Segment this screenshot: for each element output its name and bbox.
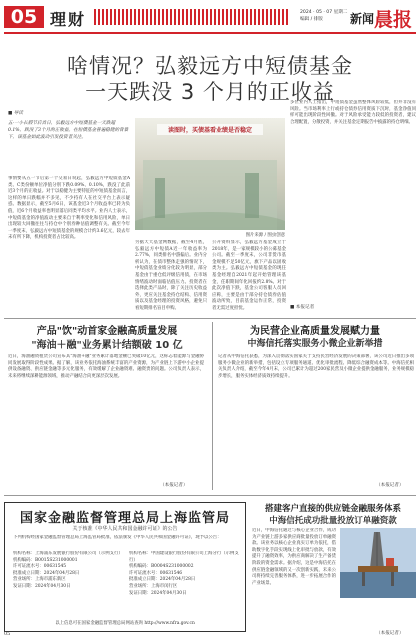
lead-text: 五·一小长假节后首日，弘毅远方中短债基金一天跌超0.1%，跌没了3个月的正收益。在短债基金普遍稳健的背景下，该基金如此波动引发投资者关注。	[8, 121, 129, 140]
header-decoration	[94, 9, 290, 25]
page-number: 05	[4, 631, 11, 637]
article3-title-line2: 中海信托落实服务小微企业新举措	[247, 339, 383, 349]
article3-author: （本报记者）	[376, 483, 404, 488]
main-article-col4: 多位业内人士指出，中短债基金虽然整体风险较低，但并非没有风险。当市场利率上行或持仓债券信用资质下沉时，基金净值同样可能出现阶段性回撤。对于风险承受能力较低的投资者，建议合理配置，分散投资，并关注基金定期报告中披露的持仓明细。	[290, 100, 416, 125]
column-divider	[212, 322, 213, 490]
article4-author: （本报记者）	[376, 631, 404, 636]
main-article-author: ■ 本报记者	[290, 305, 315, 310]
section-name: 理财	[50, 10, 87, 29]
header-rule	[4, 32, 416, 34]
notice-intro: 下列机构经国家金融监督管理总局上海监管局批准，依法颁发《中华人民共和国金融许可证》，现予以公告：	[13, 535, 222, 540]
photo-banner: 读图时，买债基看业绩是否稳定	[157, 124, 263, 135]
page-header	[0, 0, 420, 32]
notice-left-col: 机构名称：上海浦东发展银行股份有限公司（示例支行） 机构编码：B0015S231000001 许可证流水号：00631545 批准成立日期：2024年04月28日 营业场所：上海市浦东新区 发证日期：2024年04月30日	[13, 551, 123, 589]
lead-label: ■ 导读	[8, 111, 23, 116]
section-number: 05	[4, 6, 44, 28]
oil-platform-illustration	[340, 528, 416, 598]
article3-title-line1: 为民营企业高质量发展赋力量	[250, 326, 380, 337]
main-article-col3: 公开资料显示，弘毅远方基金成立于2018年，是一家规模较小的公募基金公司。截至一季度末，公司非货币基金规模不足50亿元，旗下产品以固收类为主。弘毅远方中短债基金的现任基金经理自2021年起开始管理该基金，任职期间年化回报约2.8%。对于此次净值下跌，基金公司客服人员回应称，主要是由于部分持仓债券估值波动所致，目前基金运作正常，投资者无需过度担忧。	[212, 240, 286, 310]
article4-title-line1: 搭建客户直接的供应链金融服务体系	[264, 504, 401, 514]
article2-body: 近日，海油融资租赁公司宣布其"海油+融"业务累计落地金额已突破10亿元，这标志着能源与金融协同发展取得阶段性成果。据了解，该业务依托海油系统丰富的产业资源，为产业链上下游中小企业提供设备融资、供应链金融等多元化服务，有效缓解了企业融资难、融资贵的问题。公司负责人表示，未来将继续深耕能源领域，推动产融结合向更深层次发展。	[8, 354, 204, 379]
article3-body: 记者从中海信托获悉，为深入贯彻落实国家关于支持民营经济发展的决策部署，该公司近日推出多项服务小微企业的新举措，包括设立专项服务通道、优化审批流程、降低综合融资成本等。中海信托相关负责人介绍，截至今年4月末，公司已累计为超过200家民营及小微企业提供金融服务，业务规模稳步增长，服务实体经济质效持续提升。	[218, 354, 414, 379]
article2-title-line2: "海油＋融"业务累计结额破 10 亿	[31, 340, 183, 351]
notice-title: 国家金融监督管理总局上海监管局	[19, 511, 230, 526]
article2-author: （本报记者）	[160, 483, 188, 488]
editor-credit: 编辑 / 排版	[300, 17, 323, 22]
logo-text-right: 晨报	[374, 9, 413, 31]
article4-title-line2: 中海信托成功批量投放订单融资款	[269, 516, 397, 526]
newspaper-logo	[350, 5, 416, 31]
main-article-col1: 事情要从五一节后第一个交易日说起，弘毅远方中短债基金A类、C类份额单位净值分别下跌0.09%、0.10%，跌没了此前近3个月的正收益。对于以稳健为主要特征的中短债基金而言，这样的单日跌幅并不多见，不少持有人在社交平台上表示疑惑。数据显示，截至5月6日，该基金近3个月收益率已转为负值，近6个月收益率也明显落后同类平均水平。业内人士表示，中短债基金的净值波动主要来自于利率变化和信用风险，单日出现较大回撤往往与持仓中个别券种估值调整有关。截至今年一季度末，弘毅远方中短债基金的规模合计约3.6亿元，较去年末有所下降，机构投资者占比较高。	[8, 176, 130, 241]
article-photo	[135, 118, 285, 230]
photo-caption: 图片来源 / 图虫创意	[245, 233, 285, 238]
notice-subtitle: 关于核准《中华人民共和国金融许可证》的公告	[72, 526, 178, 532]
main-headline-line1: 啥情况？弘毅远方中短债基金	[67, 54, 353, 78]
article4-body: 近日，中海信托通过与核心企业合作，成功为产业链上游多家供应商批量投放订单融资款。该业务以核心企业真实订单为依托，借助数字化手段实现线上化审批与放款，有效提升了融资效率，为供应商解决了生产备货阶段的资金需求。据介绍，这是中海信托在供应链金融领域的又一次创新实践，未来公司将持续完善服务体系，进一步拓展合作的产业场景。	[252, 528, 336, 586]
oil-platform-photo	[340, 528, 416, 598]
notice-right-col: 机构名称：中国建设银行股份有限公司上海分行（示例支行） 机构编码：B0004S231000002 许可证流水号：00631546 批准成立日期：2024年04月28日 营业场所：上海市闵行区 发证日期：2024年04月30日	[129, 551, 239, 596]
main-article-col2: 另据天天基金网数据，截至4月底，弘毅远方中短债A近一年收益率为2.77%，同类排名中游偏后。业内分析认为，在债市整体走强的情况下，中短债基金业绩分化较为明显，部分基金由于重仓低评级信用债，在市场情绪波动时面临估值压力。投资者在选择此类产品时，除了关注历史收益外，更应关注基金持仓结构、信用资质以及基金经理的投资风格，避免只看短期排名盲目申购。	[135, 240, 207, 310]
article2-title-line1: 产品"饮"动首家金融高质量发展	[36, 326, 178, 337]
regulatory-notice	[4, 502, 246, 632]
section-divider-2	[4, 495, 416, 496]
header-meta	[300, 9, 347, 23]
logo-text-left: 新闻	[350, 12, 375, 26]
section-divider-1	[4, 318, 416, 319]
notice-footer: 以上信息可在国家金融监督管理总局网站查询 http://www.nfra.gov.cn	[55, 621, 195, 626]
issue-date: 2024 · 05 · 07 星期二	[300, 10, 348, 15]
main-headline-line2: 一天跌没 3 个月的正收益	[85, 80, 335, 104]
